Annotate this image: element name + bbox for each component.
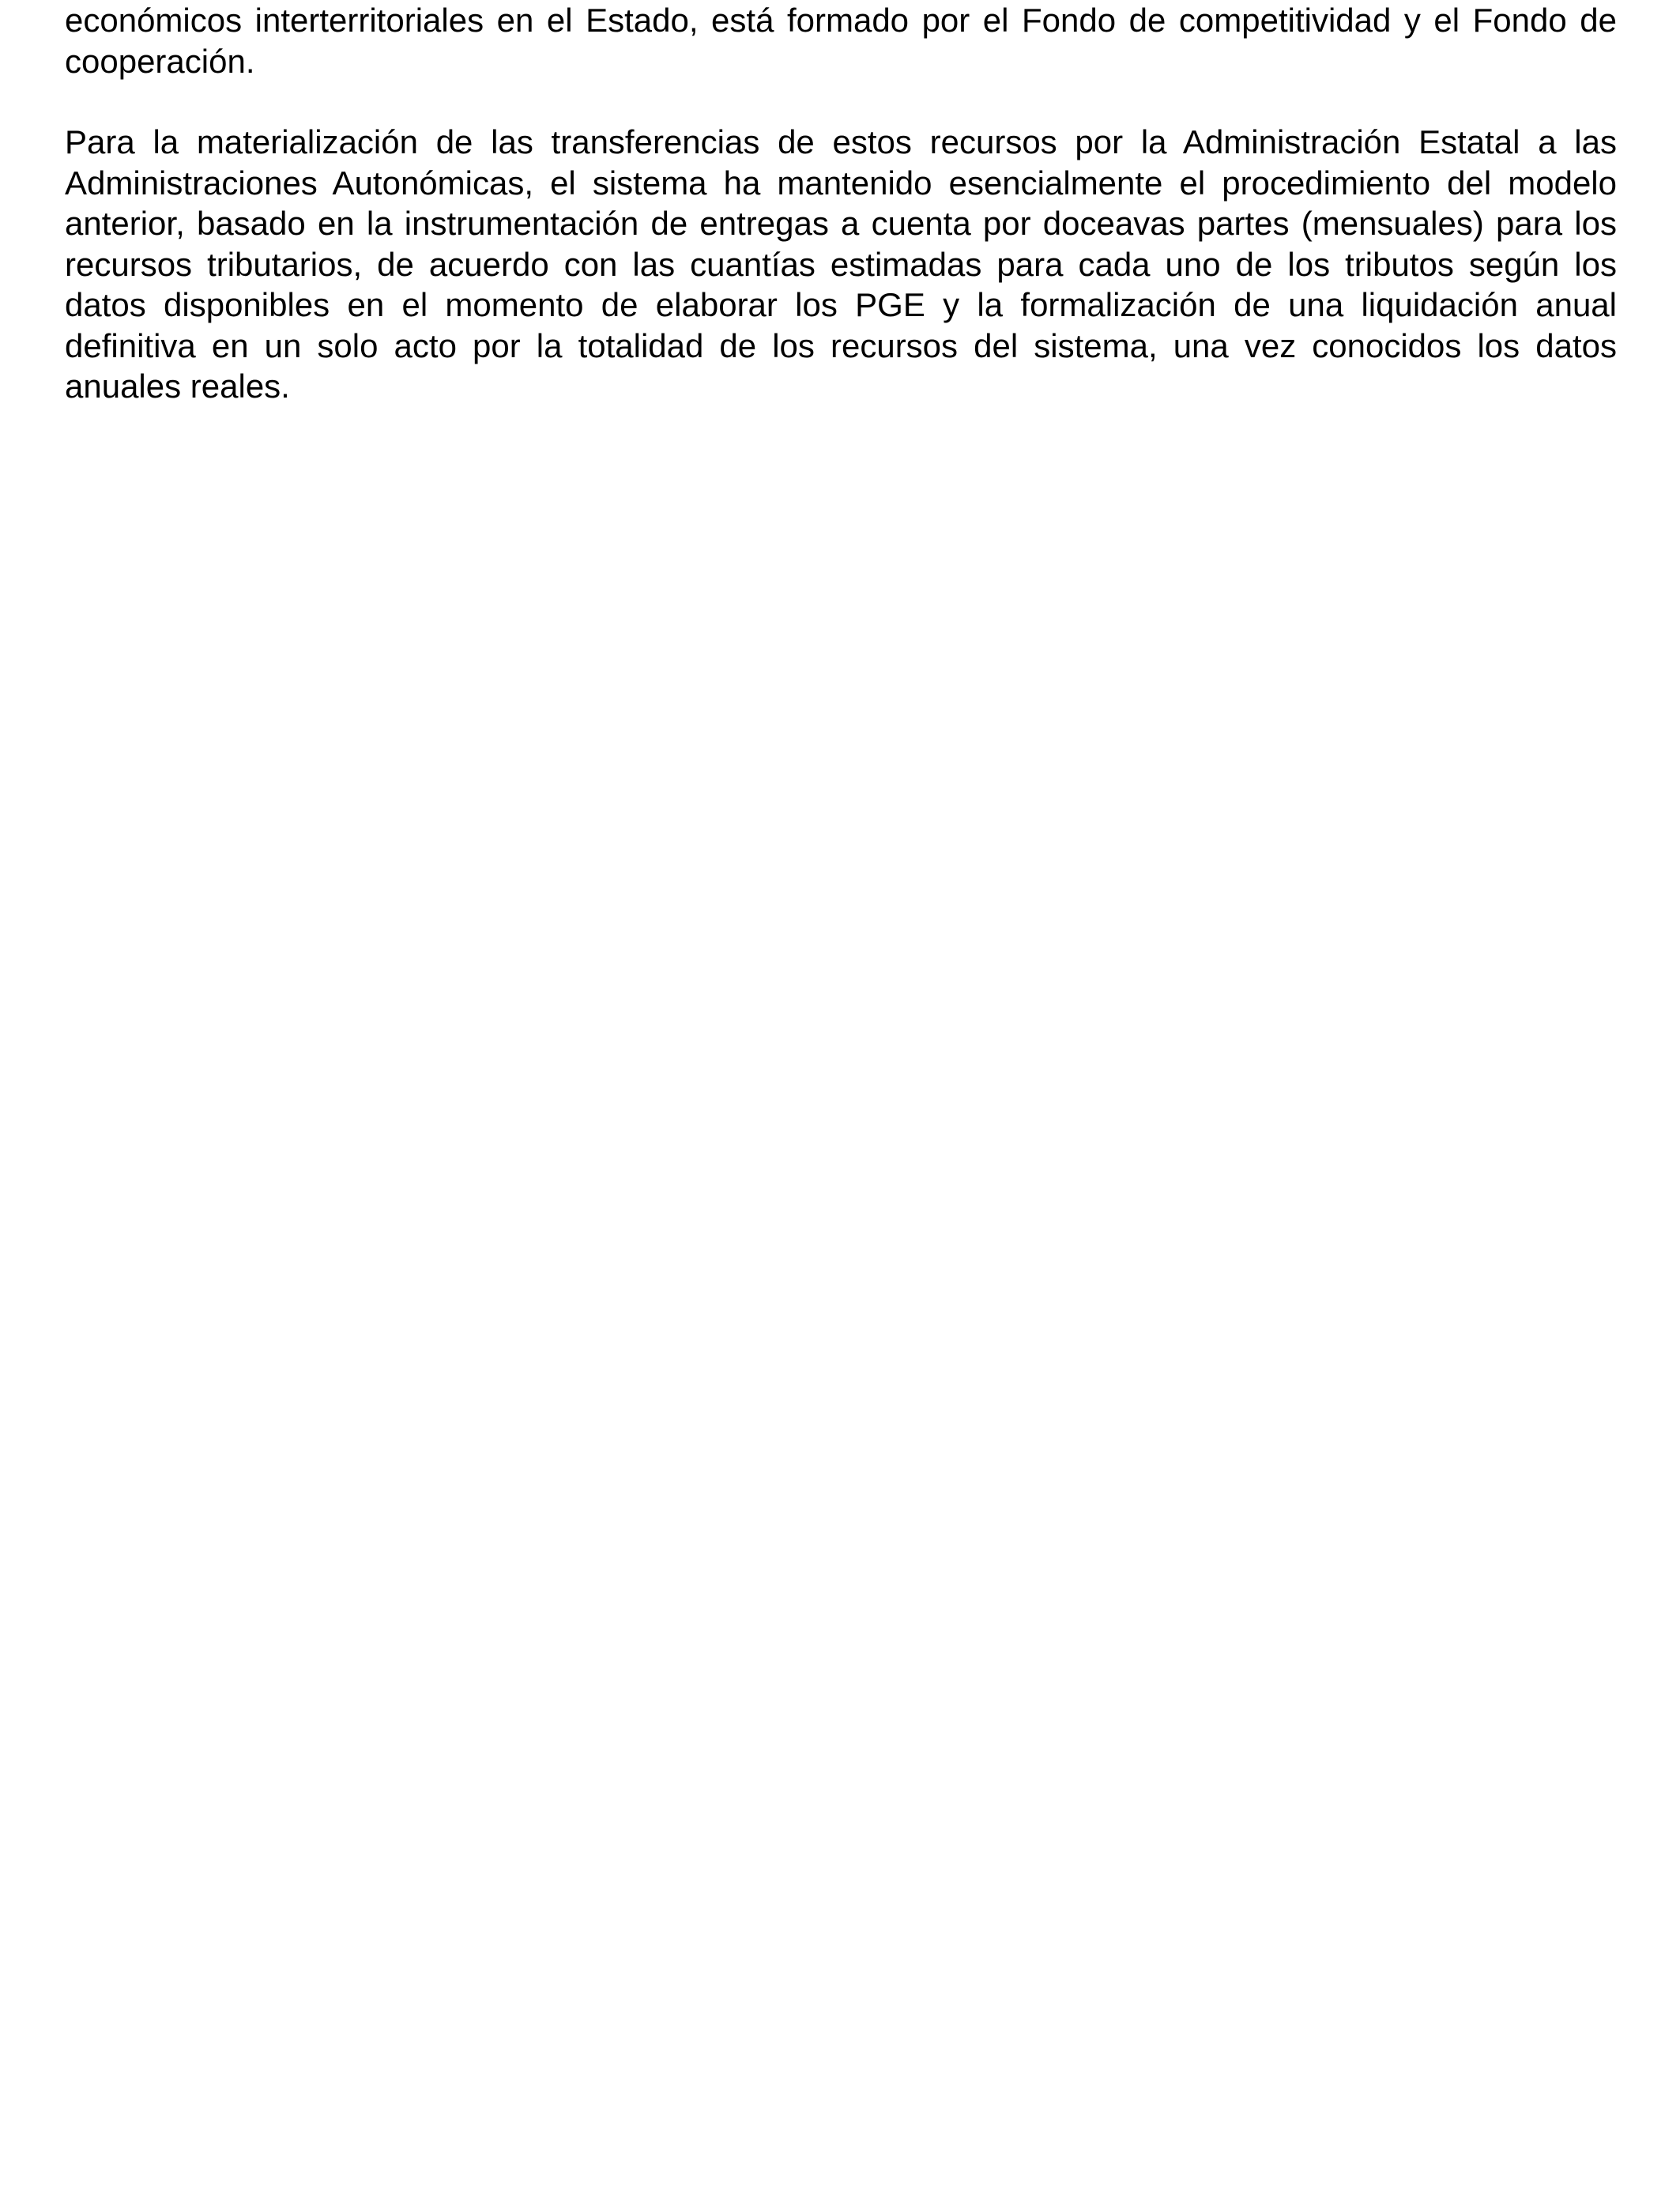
document-body — [65, 0, 1617, 407]
paragraph-fondos: económicos interterritoriales en el Estado, está formado por el Fondo de competitividad y el Fondo de cooperación. — [65, 2, 1617, 80]
paragraph-transferencias: Para la materialización de las transferencias de estos recursos por la Administración Estatal a las Administraciones Autonómicas, el sistema ha mantenido esencialmente el procedimiento del modelo anterior, basado en la instrumentación de entregas a cuenta por doceavas partes (mensuales) para los recursos tributarios, de acuerdo con las cuantías estimadas para cada uno de los tributos según los datos disponibles en el momento de elaborar los PGE y la formalización de una liquidación anual definitiva en un solo acto por la totalidad de los recursos del sistema, una vez conocidos los datos anuales reales. — [65, 123, 1617, 405]
